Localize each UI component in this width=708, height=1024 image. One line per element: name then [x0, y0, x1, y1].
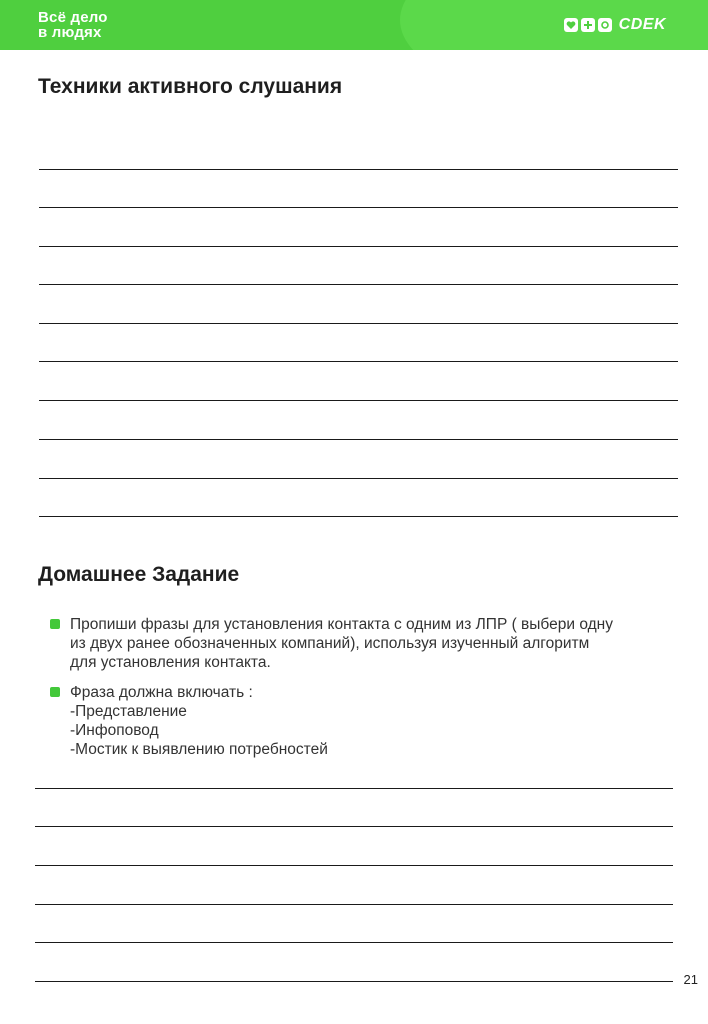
- bullet-text-line: Пропиши фразы для установления контакта с одним из ЛПР ( выбери одну: [70, 616, 613, 633]
- bullet-text-line: -Представление: [70, 703, 187, 720]
- bullet-text-line: для установления контакта.: [70, 654, 271, 671]
- writing-line: [35, 942, 673, 943]
- page-number: 21: [683, 972, 698, 987]
- plus-icon: [581, 18, 595, 32]
- writing-line: [39, 284, 678, 285]
- bullet-marker: [50, 687, 60, 697]
- writing-line: [35, 865, 673, 866]
- leaf-icon: [598, 18, 612, 32]
- slogan-line-2: в людях: [38, 24, 102, 41]
- heart-icon: [564, 18, 578, 32]
- brand-block: [564, 16, 666, 34]
- bullet-text-line: из двух ранее обозначенных компаний), используя изученный алгоритм: [70, 635, 590, 652]
- writing-line: [35, 981, 673, 982]
- writing-line: [39, 361, 678, 362]
- writing-line: [39, 169, 678, 170]
- writing-line: [39, 439, 678, 440]
- bullet-item: [50, 683, 670, 759]
- page-title: Техники активного слушания: [38, 75, 343, 98]
- writing-line: [35, 826, 673, 827]
- writing-line: [39, 323, 678, 324]
- writing-line: [39, 246, 678, 247]
- slogan-line-1: Всё дело: [38, 9, 108, 26]
- homework-title: Домашнее Задание: [38, 563, 240, 586]
- writing-line: [35, 904, 673, 905]
- writing-line: [39, 207, 678, 208]
- bullet-marker: [50, 619, 60, 629]
- writing-line: [35, 788, 673, 789]
- writing-line: [39, 516, 678, 517]
- bullet-text-line: -Мостик к выявлению потребностей: [70, 741, 328, 758]
- writing-line: [39, 478, 678, 479]
- homework-bullets: [50, 615, 670, 759]
- bullet-text-line: Фраза должна включать :: [70, 684, 253, 701]
- writing-line: [39, 400, 678, 401]
- brand-logo: CDEK: [618, 16, 666, 33]
- slogan: [38, 10, 108, 40]
- bullet-text-line: -Инфоповод: [70, 722, 159, 739]
- header-banner: [0, 0, 708, 50]
- bullet-item: [50, 615, 670, 672]
